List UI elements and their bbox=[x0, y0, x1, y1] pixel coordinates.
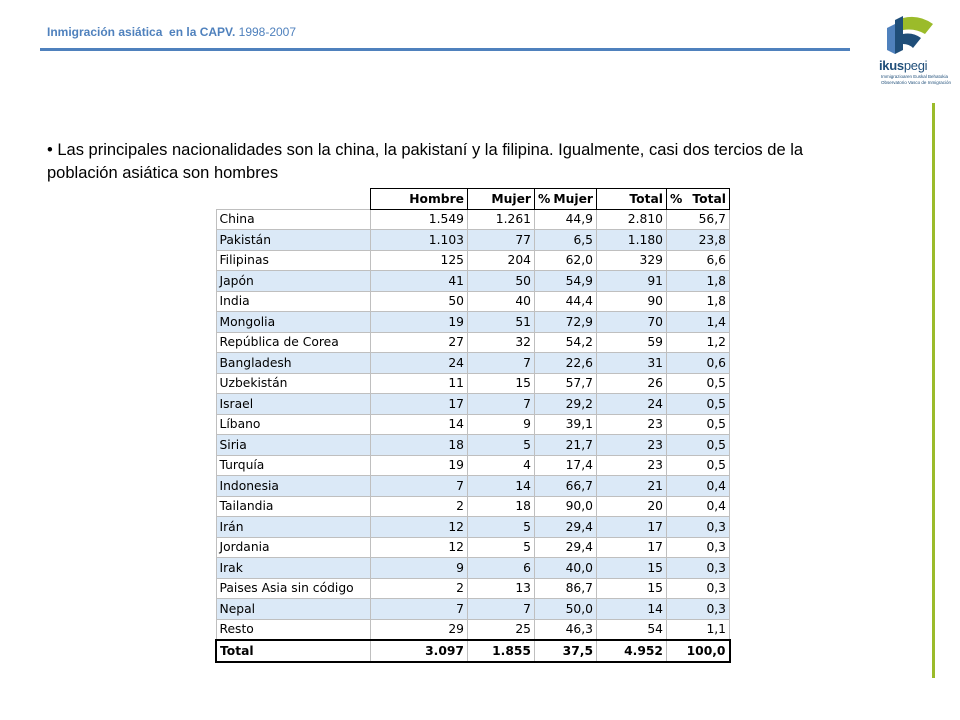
total-cell: 14 bbox=[597, 599, 667, 620]
hombre-cell: 19 bbox=[371, 455, 468, 476]
pct-total-cell: 0,4 bbox=[667, 476, 730, 497]
table-row bbox=[216, 435, 730, 456]
col-pct-total: % Total bbox=[667, 189, 730, 210]
table-row bbox=[216, 209, 730, 230]
total-hombre-cell: 3.097 bbox=[371, 640, 468, 662]
country-cell: Jordania bbox=[216, 537, 371, 558]
total-cell: 24 bbox=[597, 394, 667, 415]
pct-total-cell: 1,2 bbox=[667, 332, 730, 353]
total-cell: 54 bbox=[597, 619, 667, 640]
mujer-cell: 77 bbox=[468, 230, 535, 251]
table-row bbox=[216, 312, 730, 333]
pct-mujer-cell: 29,4 bbox=[535, 517, 597, 538]
table-row bbox=[216, 619, 730, 640]
mujer-cell: 25 bbox=[468, 619, 535, 640]
pct-total-cell: 0,5 bbox=[667, 455, 730, 476]
pct-mujer-cell: 46,3 bbox=[535, 619, 597, 640]
table-total-row bbox=[216, 640, 730, 662]
pct-total-cell: 0,3 bbox=[667, 517, 730, 538]
total-cell: 70 bbox=[597, 312, 667, 333]
hombre-cell: 17 bbox=[371, 394, 468, 415]
country-cell: Líbano bbox=[216, 414, 371, 435]
country-cell: Paises Asia sin código bbox=[216, 578, 371, 599]
pct-total-cell: 0,5 bbox=[667, 394, 730, 415]
country-cell: Tailandia bbox=[216, 496, 371, 517]
table-row bbox=[216, 271, 730, 292]
nationality-table bbox=[215, 188, 731, 663]
hombre-cell: 1.549 bbox=[371, 209, 468, 230]
hombre-cell: 18 bbox=[371, 435, 468, 456]
pct-mujer-cell: 44,4 bbox=[535, 291, 597, 312]
hombre-cell: 7 bbox=[371, 599, 468, 620]
pct-total-cell: 0,5 bbox=[667, 373, 730, 394]
mujer-cell: 13 bbox=[468, 578, 535, 599]
total-cell: 15 bbox=[597, 578, 667, 599]
table-header-row bbox=[216, 189, 730, 210]
country-cell: China bbox=[216, 209, 371, 230]
pct-total-cell: 0,3 bbox=[667, 558, 730, 579]
hombre-cell: 2 bbox=[371, 578, 468, 599]
table-row bbox=[216, 558, 730, 579]
total-cell: 329 bbox=[597, 250, 667, 271]
pct-mujer-cell: 44,9 bbox=[535, 209, 597, 230]
pct-mujer-cell: 29,2 bbox=[535, 394, 597, 415]
mujer-cell: 5 bbox=[468, 517, 535, 538]
table-row bbox=[216, 455, 730, 476]
total-cell: 15 bbox=[597, 558, 667, 579]
country-cell: Resto bbox=[216, 619, 371, 640]
mujer-cell: 15 bbox=[468, 373, 535, 394]
table-row bbox=[216, 414, 730, 435]
ikuspegi-logo bbox=[873, 14, 951, 94]
total-cell: 59 bbox=[597, 332, 667, 353]
hombre-cell: 9 bbox=[371, 558, 468, 579]
table-row bbox=[216, 230, 730, 251]
mujer-cell: 7 bbox=[468, 394, 535, 415]
pct-total-cell: 0,3 bbox=[667, 537, 730, 558]
hombre-cell: 1.103 bbox=[371, 230, 468, 251]
side-accent-line bbox=[932, 103, 935, 678]
mujer-cell: 7 bbox=[468, 599, 535, 620]
mujer-cell: 6 bbox=[468, 558, 535, 579]
total-cell: 23 bbox=[597, 455, 667, 476]
hombre-cell: 12 bbox=[371, 517, 468, 538]
total-cell: 91 bbox=[597, 271, 667, 292]
pct-total-cell: 0,3 bbox=[667, 599, 730, 620]
hombre-cell: 125 bbox=[371, 250, 468, 271]
pct-total-cell: 0,4 bbox=[667, 496, 730, 517]
pct-mujer-cell: 22,6 bbox=[535, 353, 597, 374]
logo-emblem-icon bbox=[873, 14, 943, 58]
table-row bbox=[216, 373, 730, 394]
pct-mujer-cell: 90,0 bbox=[535, 496, 597, 517]
pct-mujer-cell: 6,5 bbox=[535, 230, 597, 251]
pct-mujer-cell: 21,7 bbox=[535, 435, 597, 456]
country-cell: Pakistán bbox=[216, 230, 371, 251]
pct-mujer-cell: 72,9 bbox=[535, 312, 597, 333]
logo-subtitle-eu: Immigrazioaren Euskal Behatokia bbox=[881, 74, 949, 79]
table-row bbox=[216, 394, 730, 415]
pct-total-cell: 1,8 bbox=[667, 271, 730, 292]
mujer-cell: 7 bbox=[468, 353, 535, 374]
mujer-cell: 1.261 bbox=[468, 209, 535, 230]
table-row bbox=[216, 250, 730, 271]
pct-mujer-cell: 29,4 bbox=[535, 537, 597, 558]
hombre-cell: 27 bbox=[371, 332, 468, 353]
hombre-cell: 19 bbox=[371, 312, 468, 333]
country-cell: Irán bbox=[216, 517, 371, 538]
mujer-cell: 18 bbox=[468, 496, 535, 517]
table-row bbox=[216, 476, 730, 497]
total-cell: 1.180 bbox=[597, 230, 667, 251]
pct-total-cell: 1,1 bbox=[667, 619, 730, 640]
hombre-cell: 41 bbox=[371, 271, 468, 292]
country-cell: Uzbekistán bbox=[216, 373, 371, 394]
table-row bbox=[216, 578, 730, 599]
table-row bbox=[216, 332, 730, 353]
table-row bbox=[216, 517, 730, 538]
mujer-cell: 9 bbox=[468, 414, 535, 435]
page-title bbox=[47, 25, 296, 39]
table-row bbox=[216, 599, 730, 620]
total-cell: 90 bbox=[597, 291, 667, 312]
pct-total-cell: 0,3 bbox=[667, 578, 730, 599]
title-years: 1998-2007 bbox=[238, 25, 297, 39]
mujer-cell: 4 bbox=[468, 455, 535, 476]
pct-mujer-cell: 40,0 bbox=[535, 558, 597, 579]
mujer-cell: 50 bbox=[468, 271, 535, 292]
pct-total-cell: 0,5 bbox=[667, 414, 730, 435]
summary-bullet: • Las principales nacionalidades son la china, la pakistaní y la filipina. Igualmente, casi dos tercios de la población asiática son hombres bbox=[47, 141, 804, 182]
pct-mujer-cell: 54,2 bbox=[535, 332, 597, 353]
mujer-cell: 40 bbox=[468, 291, 535, 312]
total-cell: 31 bbox=[597, 353, 667, 374]
hombre-cell: 2 bbox=[371, 496, 468, 517]
hombre-cell: 29 bbox=[371, 619, 468, 640]
country-cell: Siria bbox=[216, 435, 371, 456]
country-cell: Irak bbox=[216, 558, 371, 579]
total-cell: 2.810 bbox=[597, 209, 667, 230]
pct-total-cell: 0,5 bbox=[667, 435, 730, 456]
country-cell: Japón bbox=[216, 271, 371, 292]
title-text: Inmigración asiática en la CAPV. bbox=[47, 25, 236, 39]
total-cell: 23 bbox=[597, 414, 667, 435]
pct-mujer-cell: 39,1 bbox=[535, 414, 597, 435]
logo-subtitle-es: Observatorio Vasco de Inmigración bbox=[881, 80, 951, 85]
total-cell: 21 bbox=[597, 476, 667, 497]
table-row bbox=[216, 537, 730, 558]
pct-mujer-cell: 17,4 bbox=[535, 455, 597, 476]
col-total: Total bbox=[597, 189, 667, 210]
country-cell: Indonesia bbox=[216, 476, 371, 497]
pct-mujer-cell: 50,0 bbox=[535, 599, 597, 620]
table-row bbox=[216, 291, 730, 312]
pct-total-cell: 0,6 bbox=[667, 353, 730, 374]
table-row bbox=[216, 496, 730, 517]
total-total-cell: 4.952 bbox=[597, 640, 667, 662]
country-cell: Nepal bbox=[216, 599, 371, 620]
mujer-cell: 5 bbox=[468, 537, 535, 558]
total-cell: 23 bbox=[597, 435, 667, 456]
col-pct-mujer: % Mujer bbox=[535, 189, 597, 210]
country-cell: Turquía bbox=[216, 455, 371, 476]
hombre-cell: 11 bbox=[371, 373, 468, 394]
pct-mujer-cell: 57,7 bbox=[535, 373, 597, 394]
pct-total-cell: 1,4 bbox=[667, 312, 730, 333]
pct-total-cell: 56,7 bbox=[667, 209, 730, 230]
total-pct-total-cell: 100,0 bbox=[667, 640, 730, 662]
hombre-cell: 14 bbox=[371, 414, 468, 435]
pct-total-cell: 1,8 bbox=[667, 291, 730, 312]
country-cell: Israel bbox=[216, 394, 371, 415]
total-pct-mujer-cell: 37,5 bbox=[535, 640, 597, 662]
mujer-cell: 204 bbox=[468, 250, 535, 271]
hombre-cell: 24 bbox=[371, 353, 468, 374]
country-cell: República de Corea bbox=[216, 332, 371, 353]
pct-total-cell: 6,6 bbox=[667, 250, 730, 271]
total-mujer-cell: 1.855 bbox=[468, 640, 535, 662]
total-cell: 17 bbox=[597, 537, 667, 558]
col-mujer: Mujer bbox=[468, 189, 535, 210]
hombre-cell: 50 bbox=[371, 291, 468, 312]
header-blank bbox=[216, 189, 371, 210]
header-divider bbox=[40, 48, 850, 51]
country-cell: Filipinas bbox=[216, 250, 371, 271]
mujer-cell: 32 bbox=[468, 332, 535, 353]
table-row bbox=[216, 353, 730, 374]
total-country-cell: Total bbox=[216, 640, 371, 662]
hombre-cell: 12 bbox=[371, 537, 468, 558]
pct-total-cell: 23,8 bbox=[667, 230, 730, 251]
logo-wordmark: ikuspegi bbox=[879, 58, 928, 73]
col-hombre: Hombre bbox=[371, 189, 468, 210]
pct-mujer-cell: 62,0 bbox=[535, 250, 597, 271]
country-cell: India bbox=[216, 291, 371, 312]
total-cell: 17 bbox=[597, 517, 667, 538]
mujer-cell: 51 bbox=[468, 312, 535, 333]
pct-mujer-cell: 66,7 bbox=[535, 476, 597, 497]
total-cell: 20 bbox=[597, 496, 667, 517]
hombre-cell: 7 bbox=[371, 476, 468, 497]
pct-mujer-cell: 86,7 bbox=[535, 578, 597, 599]
pct-mujer-cell: 54,9 bbox=[535, 271, 597, 292]
mujer-cell: 14 bbox=[468, 476, 535, 497]
mujer-cell: 5 bbox=[468, 435, 535, 456]
country-cell: Bangladesh bbox=[216, 353, 371, 374]
total-cell: 26 bbox=[597, 373, 667, 394]
country-cell: Mongolia bbox=[216, 312, 371, 333]
